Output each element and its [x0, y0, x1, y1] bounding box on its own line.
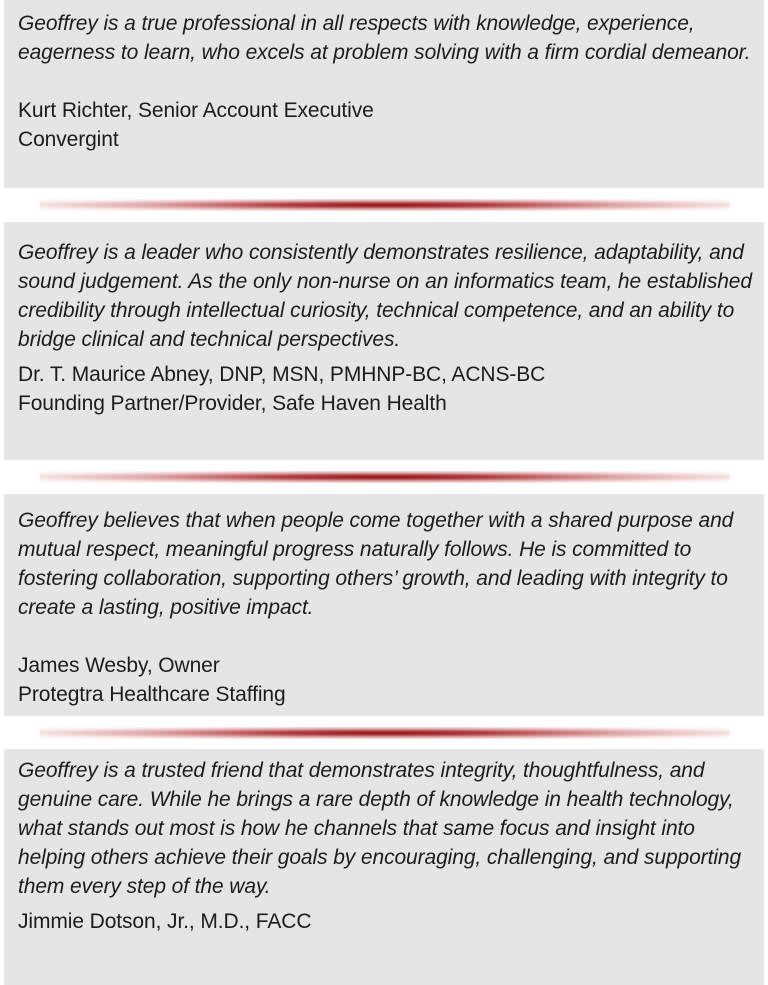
testimonial-author: James Wesby, Owner: [18, 654, 220, 677]
testimonial-author: Dr. T. Maurice Abney, DNP, MSN, PMHNP-BC, ACNS-BC: [18, 363, 546, 386]
testimonial-card: [4, 494, 764, 716]
divider: [40, 471, 730, 483]
divider: [40, 727, 730, 739]
testimonial-organization: Protegtra Healthcare Staffing: [18, 683, 286, 706]
divider: [40, 199, 730, 211]
testimonial-organization: Convergint: [18, 128, 119, 151]
testimonial-author: Kurt Richter, Senior Account Executive: [18, 99, 374, 122]
testimonial-quote: Geoffrey believes that when people come together with a shared purpose and mutual respect, meaningful progress naturally follows. He is committed to fostering collaboration, supporting others’ growth, and leading with integrity to create a lasting, positive impact.: [18, 509, 734, 619]
testimonial-quote: Geoffrey is a trusted friend that demonstrates integrity, thoughtfulness, and genuine care. While he brings a rare depth of knowledge in health technology, what stands out most is how he channels that same focus and insight into helping others achieve their goals by encouraging, challenging, and supporting them every step of the way.: [18, 759, 742, 898]
testimonial-quote: Geoffrey is a true professional in all respects with knowledge, experience, eagerness to learn, who excels at problem solving with a firm cordial demeanor.: [18, 12, 751, 64]
testimonial-card: [4, 749, 764, 985]
testimonial-organization: Founding Partner/Provider, Safe Haven Health: [18, 392, 447, 415]
testimonial-quote: Geoffrey is a leader who consistently demonstrates resilience, adaptability, and sound judgement. As the only non-nurse on an informatics team, he established credibility through intellectual curiosity, technical competence, and an ability to bridge clinical and technical perspectives.: [18, 241, 752, 351]
testimonial-card: [4, 222, 764, 460]
testimonial-card: [4, 0, 764, 188]
testimonial-author: Jimmie Dotson, Jr., M.D., FACC: [18, 910, 312, 933]
